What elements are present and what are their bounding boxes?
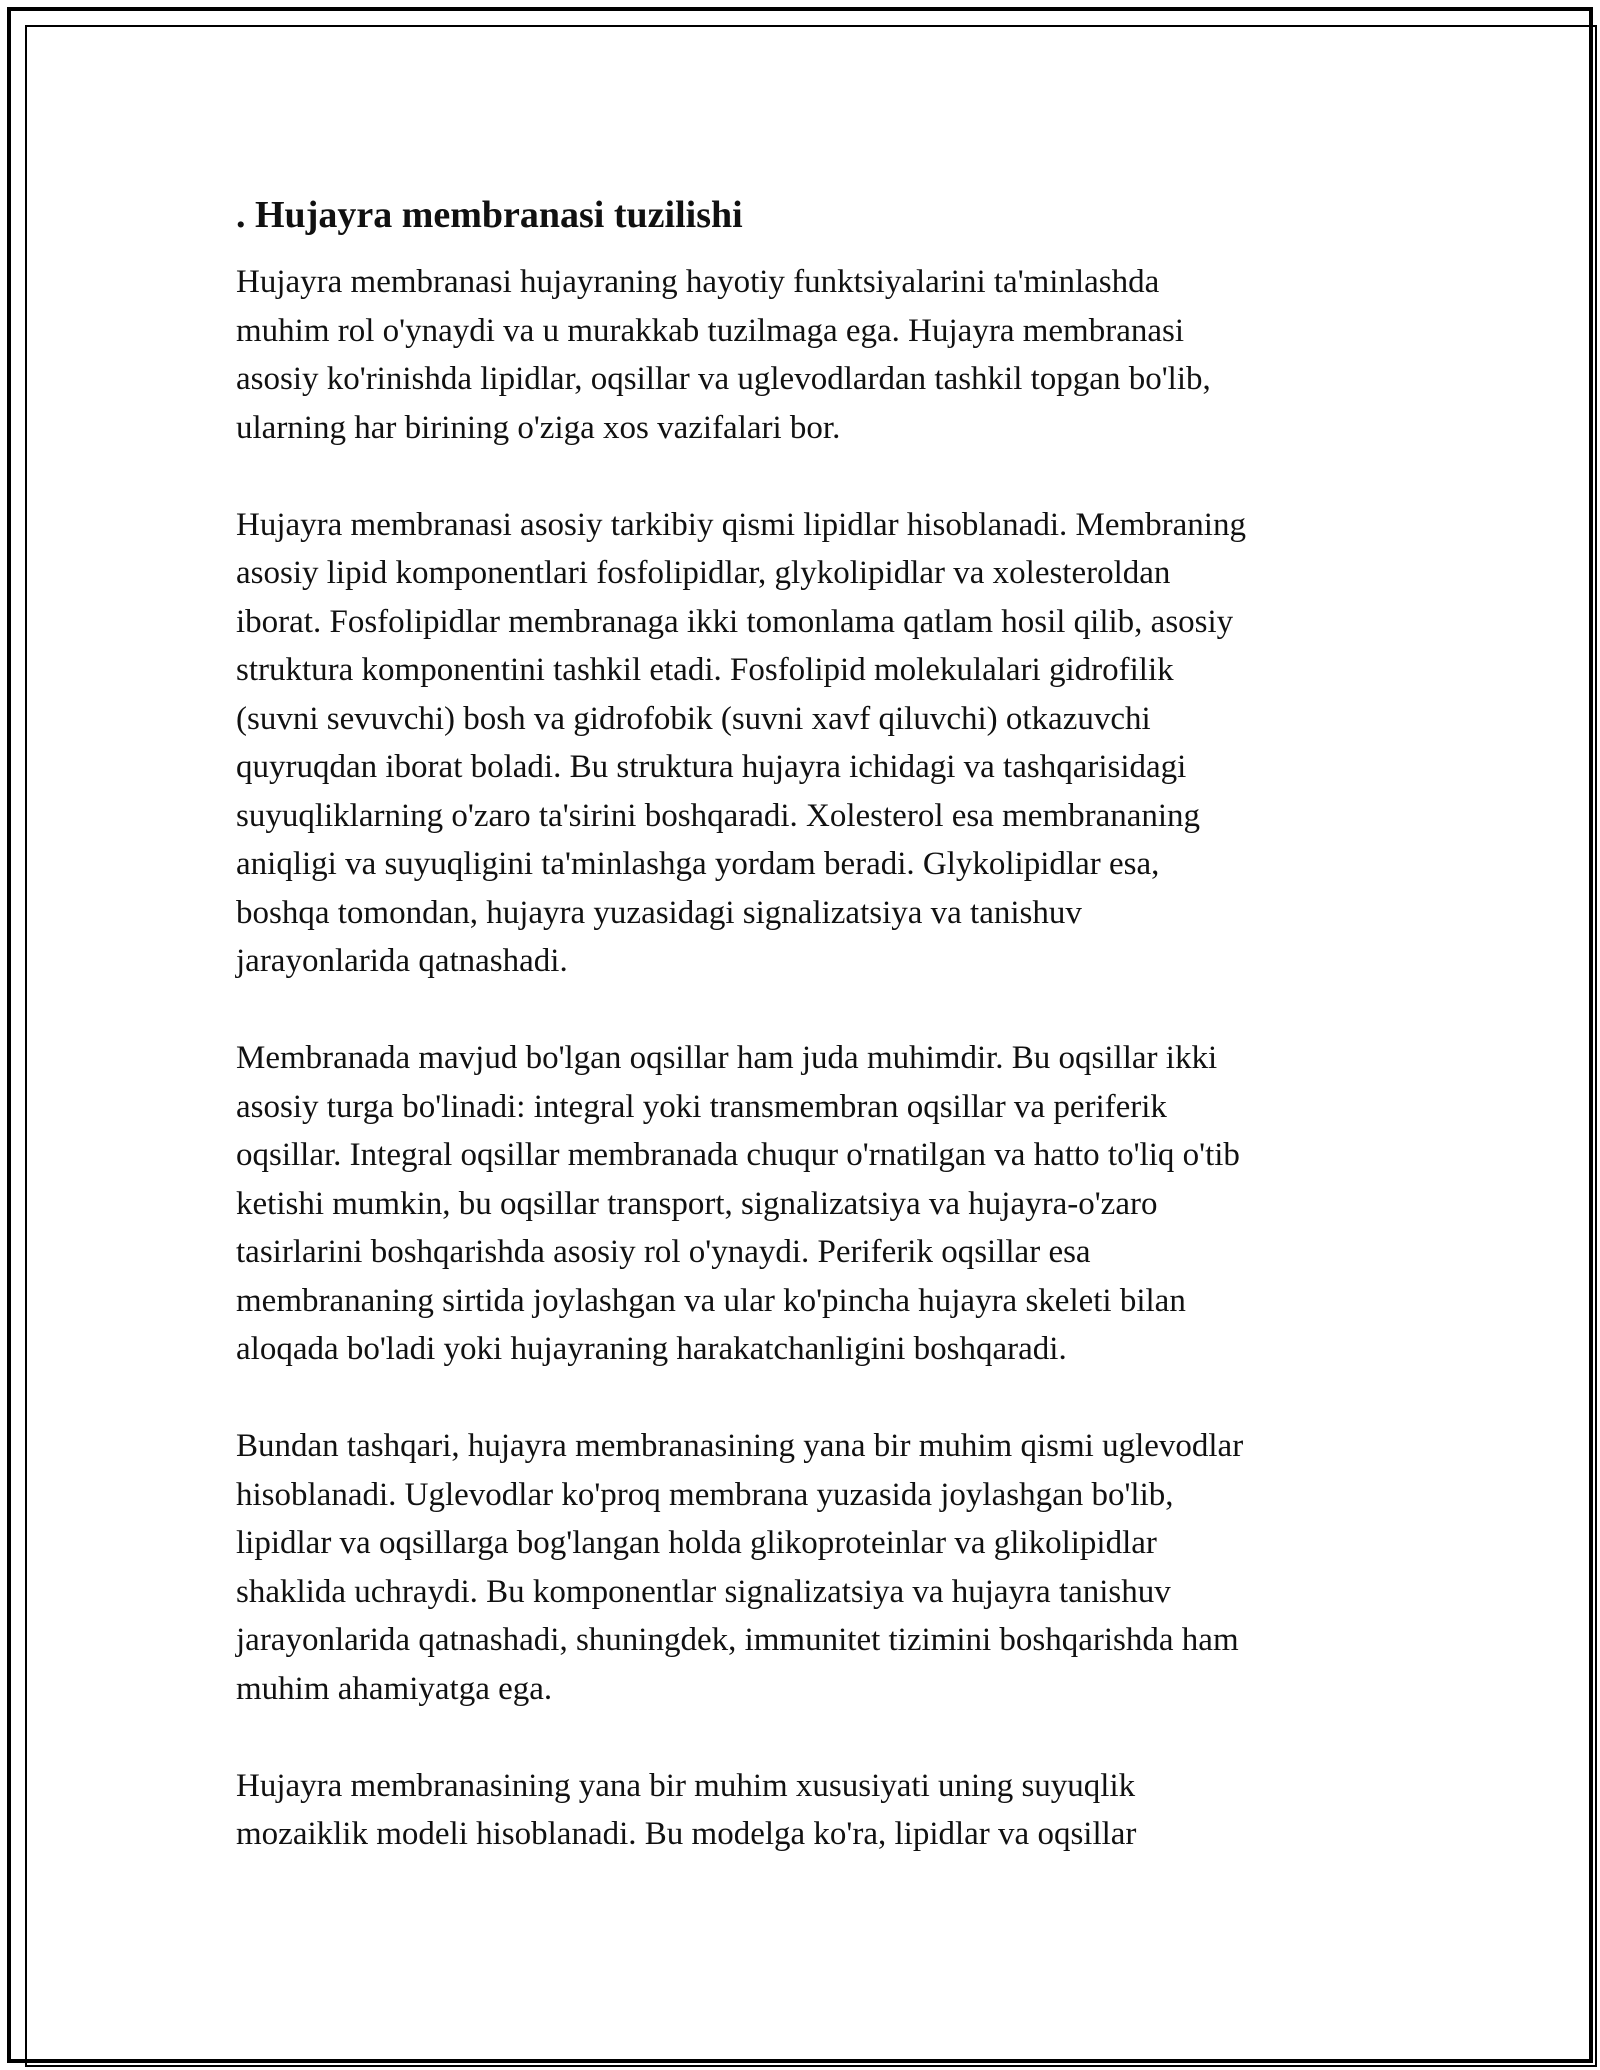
paragraph-intro: Hujayra membranasi hujayraning hayotiy funktsiyalarini ta'minlashda muhim rol o'ynaydi va u murakkab tuzilmaga ega. Hujayra membranasi asosiy ko'rinishda lipidlar, oqsillar va uglevodlardan tashkil topgan bo'lib, ularning har birining o'ziga xos vazifalari bor. [236, 264, 1211, 446]
paragraph-proteins: Membranada mavjud bo'lgan oqsillar ham juda muhimdir. Bu oqsillar ikki asosiy turga bo'linadi: integral yoki transmembran oqsillar va periferik oqsillar. Integral oqsillar membranada chuqur o'rnatilgan va hatto to'liq o'tib ketishi mumkin, bu oqsillar transport, signalizatsiya va hujayra-o'zaro tasirlarini boshqarishda asosiy rol o'ynaydi. Periferik oqsillar esa membrananing sirtida joylashgan va ular ko'pincha hujayra skeleti bilan aloqada bo'ladi yoki hujayraning harakatchanligini boshqaradi. [236, 1040, 1240, 1367]
paragraph-carbohydrates: Bundan tashqari, hujayra membranasining yana bir muhim qismi uglevodlar hisoblanadi. Uglevodlar ko'proq membrana yuzasida joylashgan bo'lib, lipidlar va oqsillarga bog'langan holda glikoproteinlar va glikolipidlar shaklida uchraydi. Bu komponentlar signalizatsiya va hujayra tanishuv jarayonlarida qatnashadi, shuningdek, immunitet tizimini boshqarishda ham muhim ahamiyatga ega. [236, 1428, 1244, 1707]
paragraph-fluid-mosaic: Hujayra membranasining yana bir muhim xususiyati uning suyuqlik mozaiklik modeli hisoblanadi. Bu modelga ko'ra, lipidlar va oqsillar [236, 1767, 1137, 1852]
section-heading: . Hujayra membranasi tuzilishi [236, 194, 743, 236]
document-body [236, 184, 1376, 1859]
paragraph-lipids: Hujayra membranasi asosiy tarkibiy qismi lipidlar hisoblanadi. Membraning asosiy lipid komponentlari fosfolipidlar, glykolipidlar va xolesteroldan iborat. Fosfolipidlar membranaga ikki tomonlama qatlam hosil qilib, asosiy struktura komponentini tashkil etadi. Fosfolipid molekulalari gidrofilik (suvni sevuvchi) bosh va gidrofobik (suvni xavf qiluvchi) otkazuvchi quyruqdan iborat boladi. Bu struktura hujayra ichidagi va tashqarisidagi suyuqliklarning o'zaro ta'sirini boshqaradi. Xolesterol esa membrananing aniqligi va suyuqligini ta'minlashga yordam beradi. Glykolipidlar esa, boshqa tomondan, hujayra yuzasidagi signalizatsiya va tanishuv jarayonlarida qatnashadi. [236, 506, 1246, 979]
